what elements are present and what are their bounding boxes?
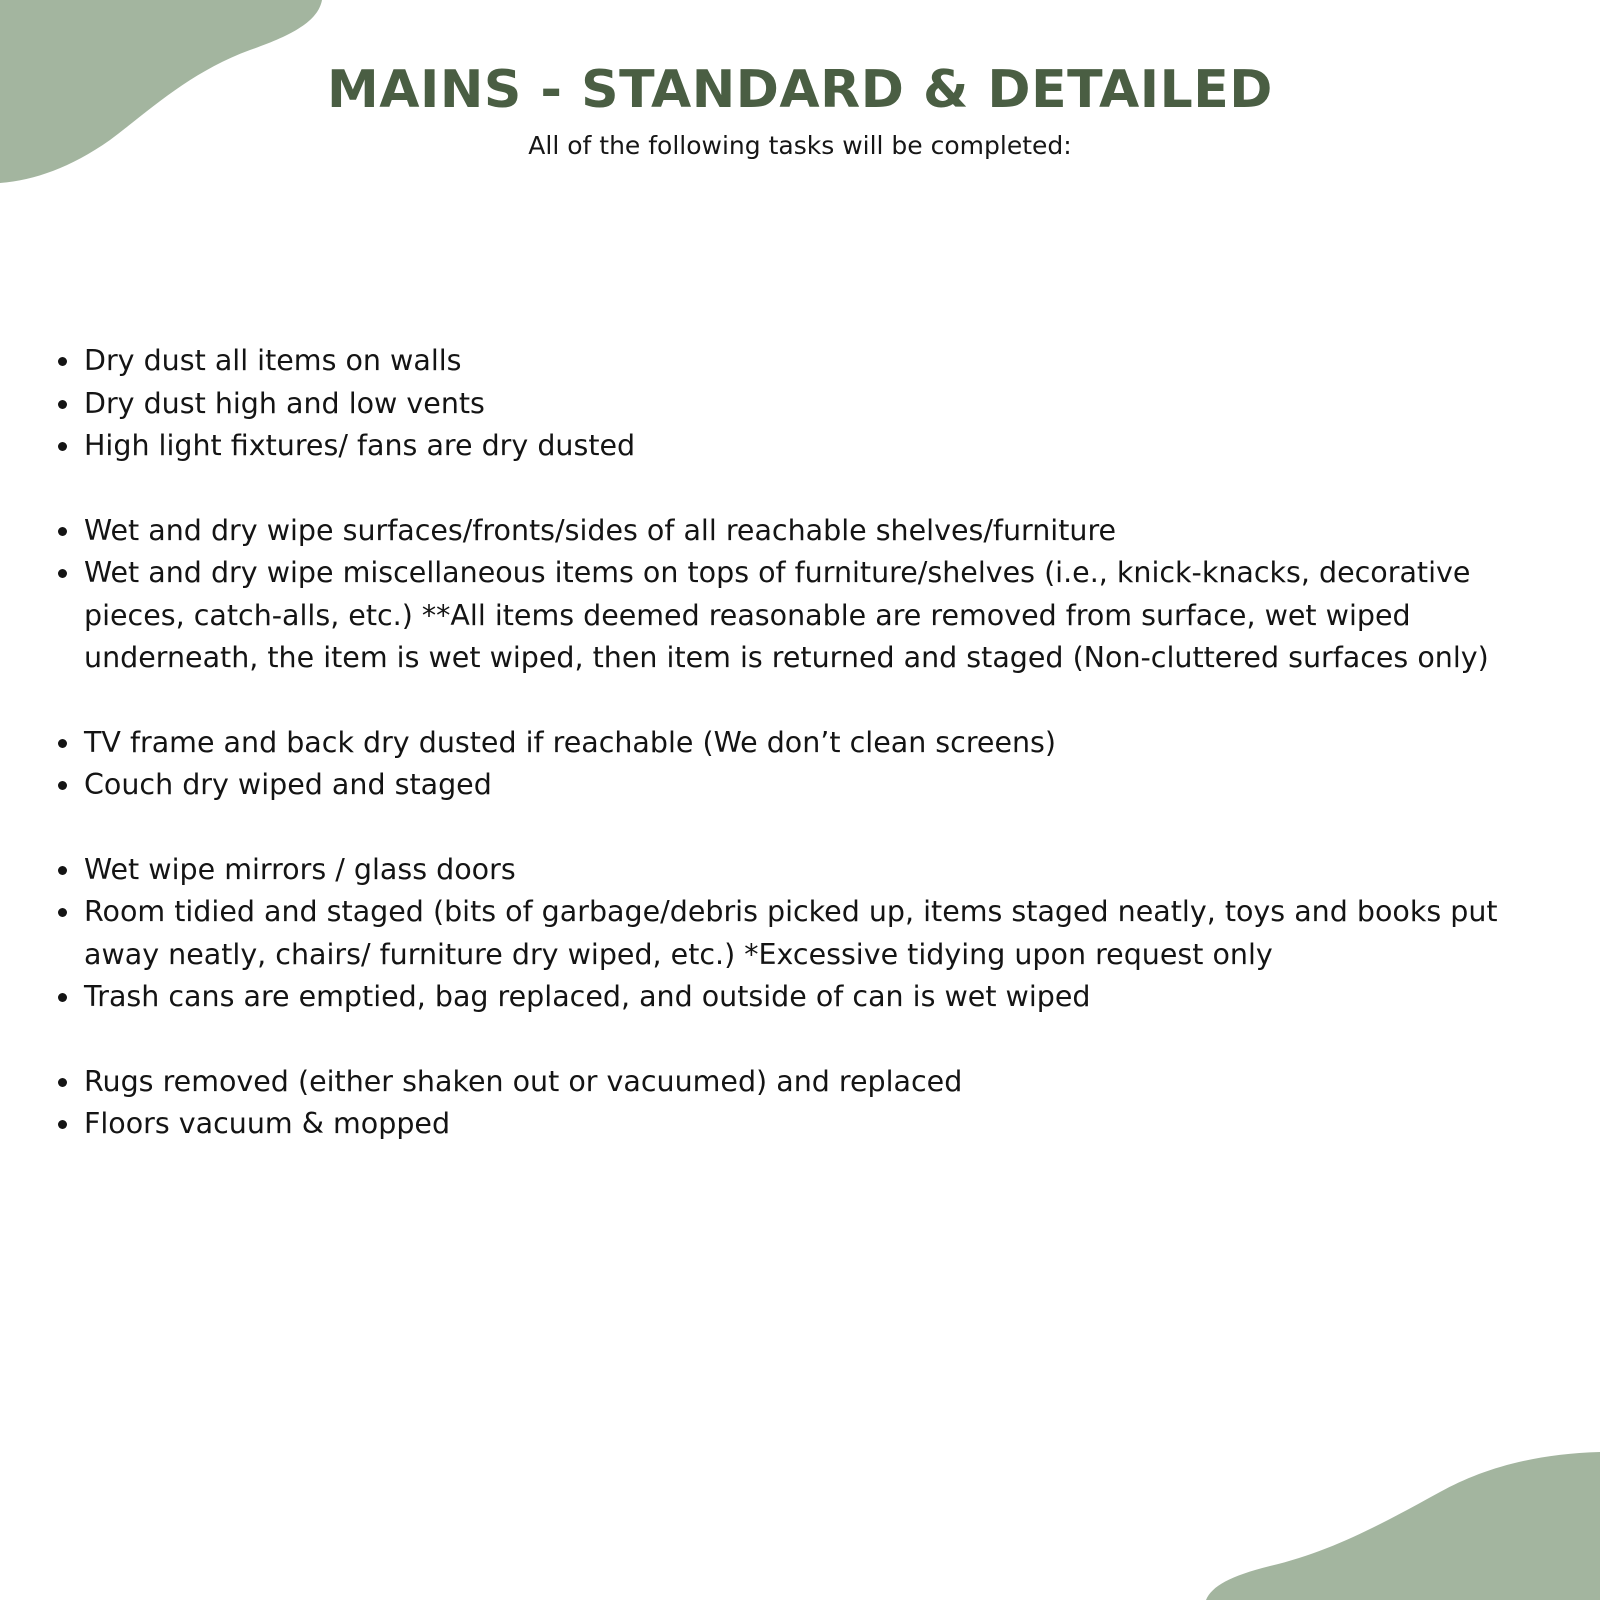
task-text: Wet and dry wipe miscellaneous items on tops of furniture/shelves (i.e., knick-knacks, decorative pieces, catch-alls, etc.) **All items deemed reasonable are removed from surface, wet wiped underneath, the item is wet wiped, then item is returned and staged (Non-cluttered surfaces only) xyxy=(84,556,1489,674)
list-item xyxy=(56,722,1556,765)
task-group xyxy=(56,849,1556,1019)
bullet-icon xyxy=(58,357,67,366)
list-item xyxy=(56,340,1556,383)
bullet-icon xyxy=(58,442,67,451)
task-group xyxy=(56,1061,1556,1146)
task-text: TV frame and back dry dusted if reachable (We don’t clean screens) xyxy=(84,725,1057,759)
bullet-icon xyxy=(58,908,67,917)
bullet-icon xyxy=(58,739,67,748)
page-subtitle: All of the following tasks will be completed: xyxy=(528,131,1072,160)
task-text: Floors vacuum & mopped xyxy=(84,1107,451,1140)
list-item xyxy=(56,1061,1556,1104)
task-group xyxy=(56,340,1556,468)
task-group xyxy=(56,510,1556,680)
list-item xyxy=(56,764,1556,807)
list-item xyxy=(56,849,1556,892)
task-text: Rugs removed (either shaken out or vacuumed) and replaced xyxy=(84,1064,963,1098)
bullet-icon xyxy=(58,781,67,790)
task-text: Wet and dry wipe surfaces/fronts/sides of all reachable shelves/furniture xyxy=(84,513,1117,547)
bullet-icon xyxy=(58,1120,67,1129)
header xyxy=(0,52,1600,164)
list-item xyxy=(56,383,1556,426)
task-list xyxy=(56,340,1556,1188)
bullet-icon xyxy=(58,569,67,578)
list-item xyxy=(56,552,1556,680)
task-text: Couch dry wiped and staged xyxy=(84,768,492,801)
list-item xyxy=(56,510,1556,553)
task-text: Room tidied and staged (bits of garbage/debris picked up, items staged neatly, toys and books put away neatly, chairs/ furniture dry wiped, etc.) *Excessive tidying upon request only xyxy=(84,895,1498,971)
decorative-blob-bottom-right xyxy=(1200,1440,1600,1600)
task-text: Wet wipe mirrors / glass doors xyxy=(84,852,516,886)
list-item xyxy=(56,425,1556,468)
task-text: Dry dust all items on walls xyxy=(84,344,462,377)
task-text: High light fixtures/ fans are dry dusted xyxy=(84,429,636,462)
bullet-icon xyxy=(58,866,67,875)
task-text: Dry dust high and low vents xyxy=(84,386,485,420)
bullet-icon xyxy=(58,993,67,1002)
bullet-icon xyxy=(58,1078,67,1087)
list-item xyxy=(56,976,1556,1019)
task-text: Trash cans are emptied, bag replaced, and outside of can is wet wiped xyxy=(84,980,1091,1013)
task-group xyxy=(56,722,1556,807)
page-title: MAINS - STANDARD & DETAILED xyxy=(327,60,1273,120)
bullet-icon xyxy=(58,400,67,409)
list-item xyxy=(56,1103,1556,1146)
list-item xyxy=(56,891,1556,976)
bullet-icon xyxy=(58,527,67,536)
